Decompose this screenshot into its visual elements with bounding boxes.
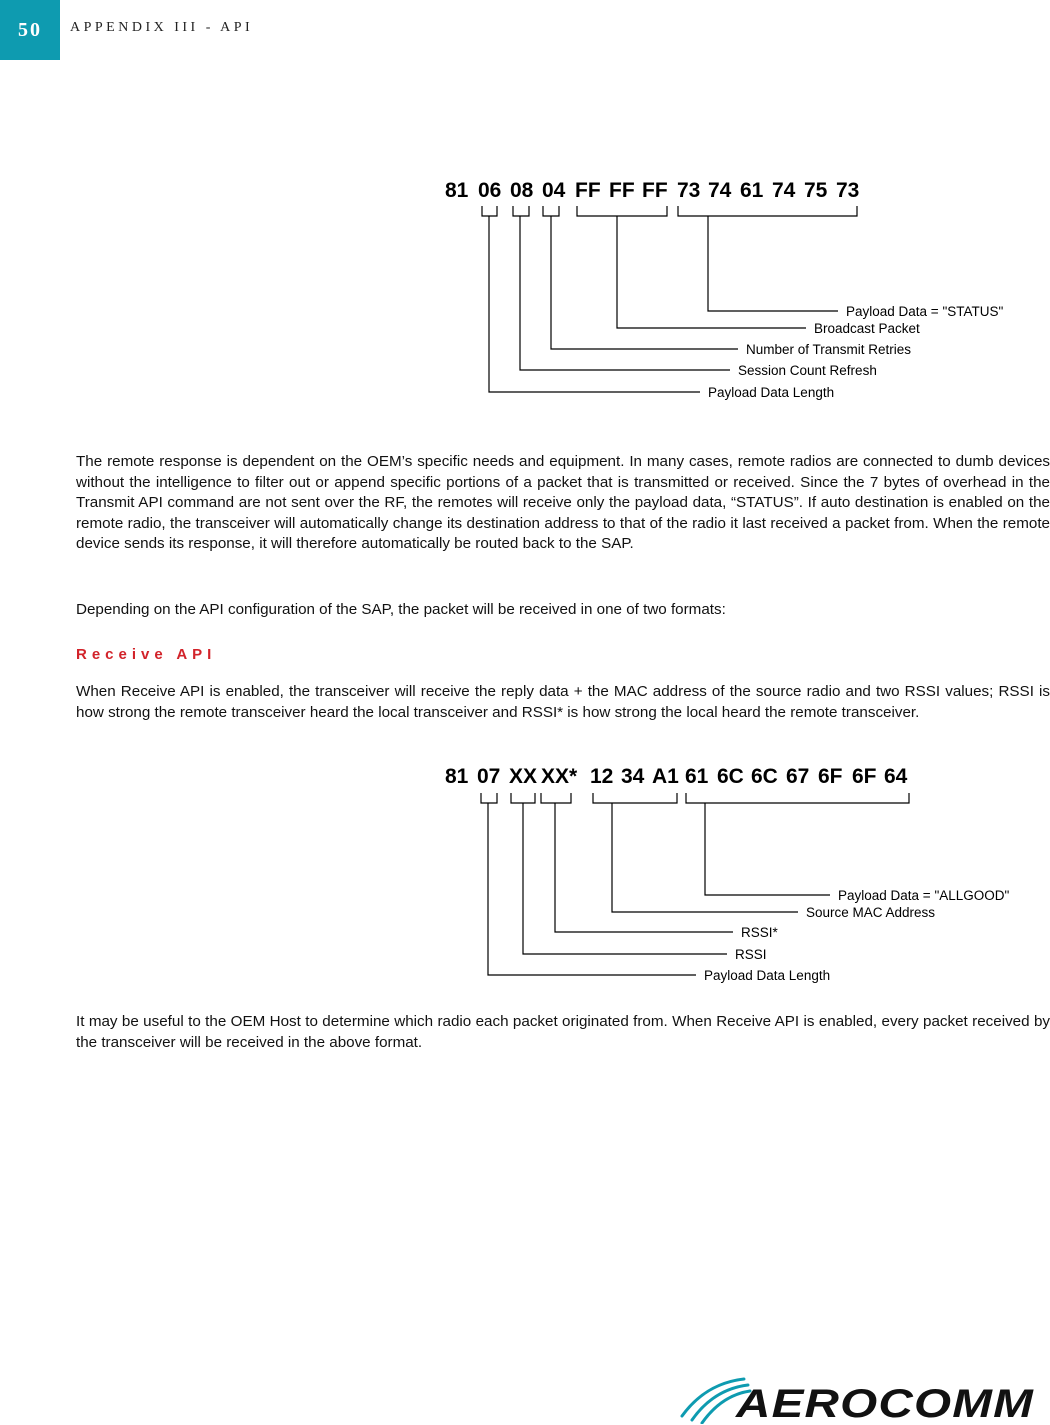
hex-byte: 6F <box>818 765 843 788</box>
hex-byte: XX* <box>541 765 578 788</box>
hex-byte: 07 <box>477 765 501 788</box>
leader-length <box>488 803 696 975</box>
receive-packet-diagram <box>0 756 1050 996</box>
label-payload-length: Payload Data Length <box>708 385 835 400</box>
bracket-session <box>513 206 529 216</box>
bracket-rssi <box>511 793 535 803</box>
field-labels <box>708 304 1003 400</box>
hex-bytes <box>445 179 859 202</box>
label-broadcast-packet: Broadcast Packet <box>814 321 920 336</box>
hex-byte: 64 <box>884 765 908 788</box>
label-payload-data: Payload Data = "STATUS" <box>846 304 1004 319</box>
hex-byte: 6F <box>852 765 877 788</box>
leader-payload <box>705 803 830 895</box>
hex-byte: 6C <box>717 765 744 788</box>
bracket-payload <box>678 206 857 216</box>
paragraph-receive-api: When Receive API is enabled, the transceiver will receive the reply data + the MAC address of the source radio and two RSSI values; RSSI is how strong the remote transceiver heard the local transceiver and RSSI* is how strong the local heard the remote transceiver. <box>76 683 1050 721</box>
hex-byte: 6C <box>751 765 778 788</box>
bracket-mac <box>593 793 677 803</box>
paragraph-remote-response: The remote response is dependent on the OEM’s specific needs and equipment. In many cases, remote radios are connected to dumb devices without the intelligence to filter out or append specific portions of a packet that is transmitted or received. Since the 7 bytes of overhead in the Transmit API command are not sent over the RF, the remotes will receive only the payload data, “STATUS”. If auto destination is enabled on the remote radio, the transceiver will automatically change its destination address to that of the radio it last received a packet from. When the remote device sends its response, it will therefore automatically be routed back to the SAP. <box>76 453 1050 552</box>
leader-payload <box>708 216 838 311</box>
bracket-rssi-star <box>541 793 571 803</box>
bracket-length <box>482 206 497 216</box>
label-payload-length: Payload Data Length <box>704 968 831 983</box>
transmit-packet-diagram <box>0 170 1050 410</box>
bracket-length <box>481 793 497 803</box>
hex-byte: 74 <box>772 179 796 202</box>
label-rssi-star: RSSI* <box>741 925 778 940</box>
hex-byte: 61 <box>740 179 764 202</box>
paragraph-api-formats: Depending on the API configuration of the SAP, the packet will be received in one of two formats: <box>76 601 726 618</box>
label-payload-data: Payload Data = "ALLGOOD" <box>838 888 1010 903</box>
leader-length <box>489 216 700 392</box>
hex-byte: 73 <box>836 179 860 202</box>
label-rssi: RSSI <box>735 947 767 962</box>
connector-lines <box>481 793 909 975</box>
hex-byte: 06 <box>478 179 502 202</box>
hex-byte: 12 <box>590 765 614 788</box>
logo-wordmark: AEROCOMM <box>734 1382 1035 1424</box>
label-session-count: Session Count Refresh <box>738 363 877 378</box>
header-title: APPENDIX III - API <box>70 20 254 35</box>
hex-byte: A1 <box>652 765 679 788</box>
field-labels <box>704 888 1010 983</box>
page-number: 50 <box>18 18 42 41</box>
page-number-badge <box>0 0 60 60</box>
hex-byte: 81 <box>445 179 469 202</box>
label-transmit-retries: Number of Transmit Retries <box>746 342 912 357</box>
hex-byte: FF <box>642 179 668 202</box>
hex-byte: 75 <box>804 179 828 202</box>
hex-bytes <box>445 765 908 788</box>
hex-byte: 73 <box>677 179 701 202</box>
leader-rssi-star <box>555 803 733 932</box>
hex-byte: FF <box>575 179 601 202</box>
hex-byte: XX <box>509 765 538 788</box>
aerocomm-logo <box>678 1376 1040 1424</box>
hex-byte: 34 <box>621 765 645 788</box>
paragraph-oem-host: It may be useful to the OEM Host to determine which radio each packet originated from. When Receive API is enabled, every packet received by the transceiver will be received in the above format. <box>76 1013 1050 1051</box>
hex-byte: 67 <box>786 765 810 788</box>
bracket-broadcast <box>577 206 667 216</box>
hex-byte: 08 <box>510 179 534 202</box>
label-source-mac: Source MAC Address <box>806 905 936 920</box>
hex-byte: 81 <box>445 765 469 788</box>
bracket-payload <box>686 793 909 803</box>
leader-retries <box>551 216 738 349</box>
hex-byte: 74 <box>708 179 732 202</box>
hex-byte: 61 <box>685 765 709 788</box>
section-heading-receive-api: Receive API <box>76 646 217 663</box>
hex-byte: FF <box>609 179 635 202</box>
leader-rssi <box>523 803 727 954</box>
bracket-retries <box>543 206 559 216</box>
hex-byte: 04 <box>542 179 566 202</box>
